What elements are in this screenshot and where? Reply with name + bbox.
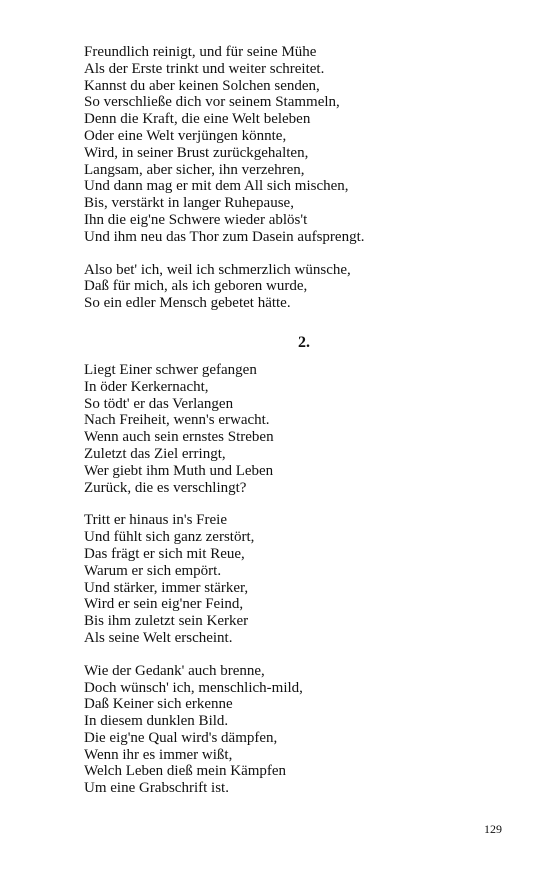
poem-line: Und ihm neu das Thor zum Dasein aufsprengt. bbox=[84, 228, 365, 245]
poem-line: Doch wünsch' ich, menschlich-mild, bbox=[84, 679, 303, 696]
poem-line: Nach Freiheit, wenn's erwacht. bbox=[84, 412, 270, 429]
poem-line: Freundlich reinigt, und für seine Mühe bbox=[84, 44, 317, 60]
poem-line: Tritt er hinaus in's Freie bbox=[84, 512, 227, 529]
poem-line: So verschließe dich vor seinem Stammeln, bbox=[84, 94, 340, 111]
poem-line: Bis, verstärkt in langer Ruhepause, bbox=[84, 195, 294, 212]
poem-line: Als der Erste trinkt und weiter schreitet. bbox=[84, 60, 325, 77]
poem-line: Und dann mag er mit dem All sich mischen, bbox=[84, 178, 349, 195]
poem-line: Oder eine Welt verjüngen könnte, bbox=[84, 127, 287, 144]
poem-line: Um eine Grabschrift ist. bbox=[84, 780, 229, 797]
poem-line: Das frägt er sich mit Reue, bbox=[84, 545, 245, 562]
poem-line: Also bet' ich, weil ich schmerzlich wünsche, bbox=[84, 261, 351, 278]
poem-line: Und stärker, immer stärker, bbox=[84, 579, 249, 596]
page-number: 129 bbox=[484, 822, 502, 836]
page-body bbox=[84, 44, 504, 797]
poem-line: Daß Keiner sich erkenne bbox=[84, 696, 233, 713]
poem-line: Und fühlt sich ganz zerstört, bbox=[84, 529, 255, 546]
stanza bbox=[84, 512, 504, 646]
poem-line: Wird er sein eig'ner Feind, bbox=[84, 596, 244, 613]
poem-line: In öder Kerkernacht, bbox=[84, 378, 209, 395]
poem-line: So ein edler Mensch gebetet hätte. bbox=[84, 295, 291, 312]
stanza bbox=[84, 44, 504, 246]
poem-line: Wird, in seiner Brust zurückgehalten, bbox=[84, 144, 309, 161]
poem-line: Daß für mich, als ich geboren wurde, bbox=[84, 278, 308, 295]
poem-line: Wer giebt ihm Muth und Leben bbox=[84, 462, 274, 479]
poem-line: Welch Leben dieß mein Kämpfen bbox=[84, 763, 287, 780]
poem-line: Kannst du aber keinen Solchen senden, bbox=[84, 77, 320, 94]
poem-line: Liegt Einer schwer gefangen bbox=[84, 361, 257, 378]
poem-line: Langsam, aber sicher, ihn verzehren, bbox=[84, 161, 305, 178]
poem-line: Zurück, die es verschlingt? bbox=[84, 479, 247, 496]
poem-part-2 bbox=[84, 362, 504, 797]
poem-line: Die eig'ne Qual wird's dämpfen, bbox=[84, 729, 278, 746]
poem-line: In diesem dunklen Bild. bbox=[84, 713, 229, 730]
stanza bbox=[84, 663, 504, 797]
poem-line: Ihn die eig'ne Schwere wieder ablös't bbox=[84, 211, 308, 228]
poem-line: So tödt' er das Verlangen bbox=[84, 395, 234, 412]
poem-line: Warum er sich empört. bbox=[84, 562, 222, 579]
section-number: 2. bbox=[298, 333, 310, 351]
poem-line: Als seine Welt erscheint. bbox=[84, 629, 233, 646]
poem-line: Denn die Kraft, die eine Welt beleben bbox=[84, 111, 311, 128]
poem-line: Wenn auch sein ernstes Streben bbox=[84, 429, 274, 446]
poem-line: Zuletzt das Ziel erringt, bbox=[84, 445, 226, 462]
stanza bbox=[84, 262, 504, 312]
poem-line: Bis ihm zuletzt sein Kerker bbox=[84, 613, 249, 630]
poem-line: Wenn ihr es immer wißt, bbox=[84, 746, 233, 763]
stanza bbox=[84, 362, 504, 496]
poem-line: Wie der Gedank' auch brenne, bbox=[84, 662, 265, 679]
poem-part-1 bbox=[84, 44, 504, 312]
